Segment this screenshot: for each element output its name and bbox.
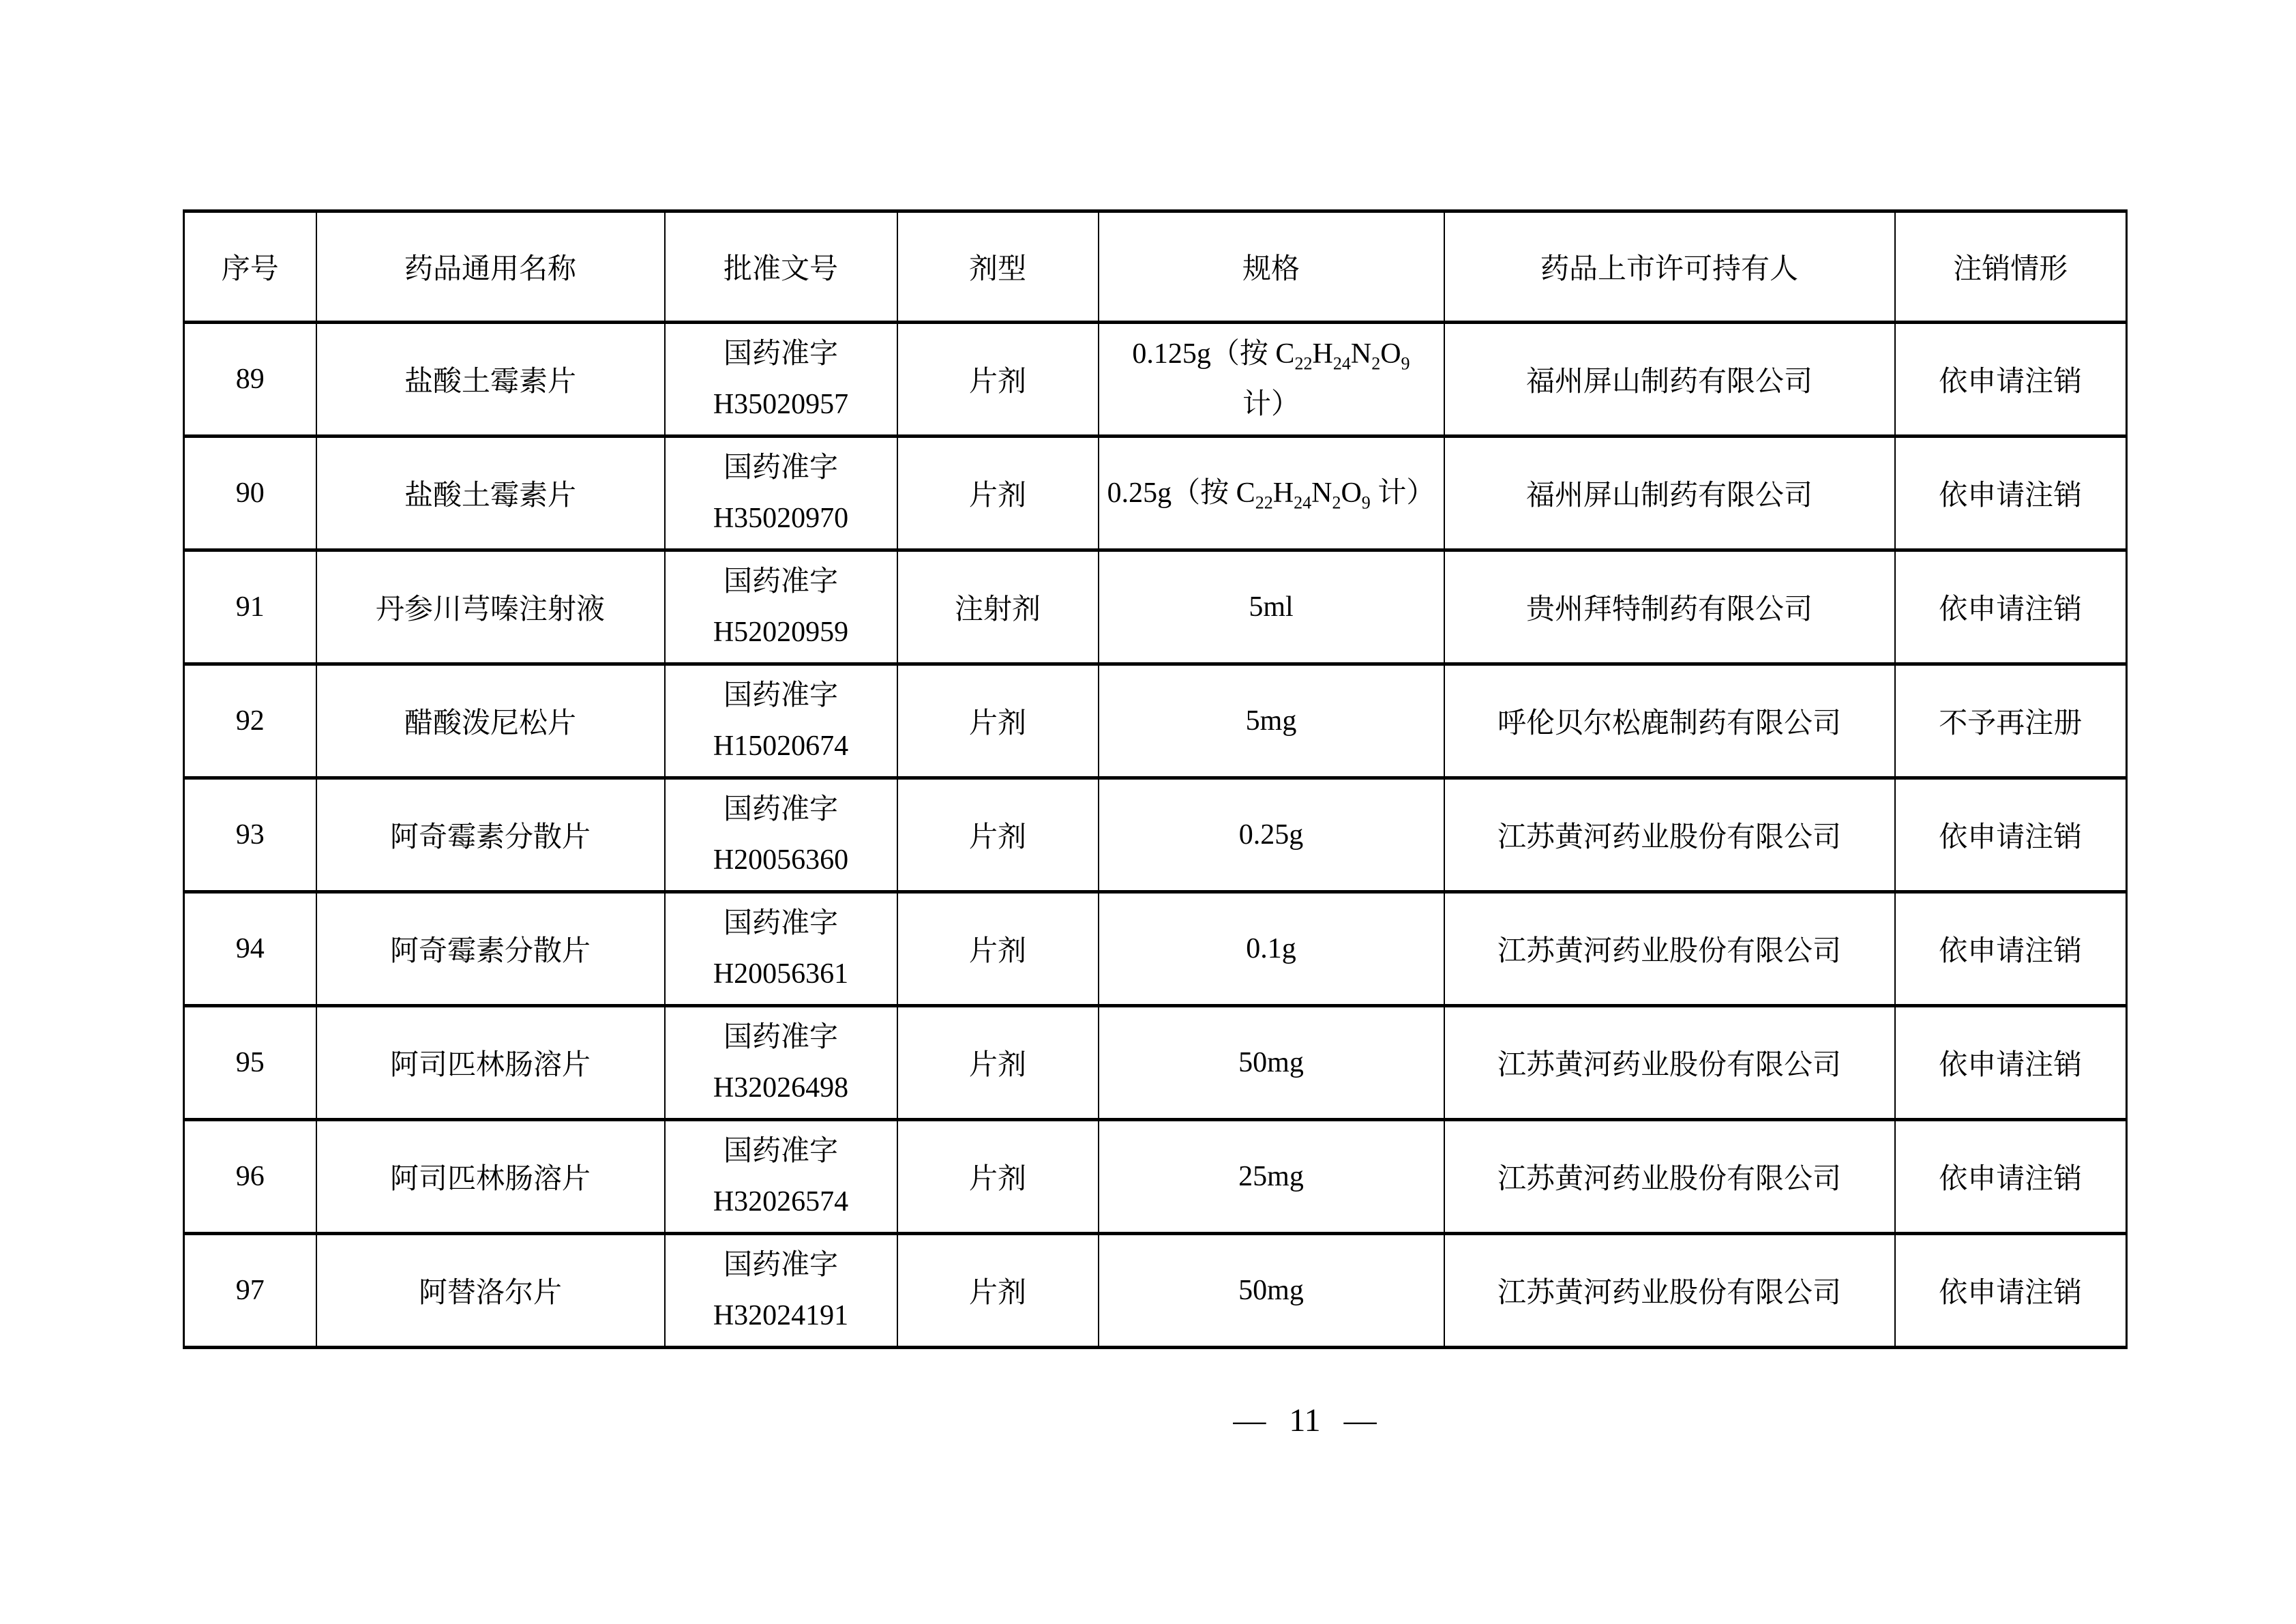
- cell-license-holder: 江苏黄河药业股份有限公司: [1444, 1120, 1895, 1234]
- approval-code: H15020674: [713, 730, 849, 762]
- cell-serial-number: 89: [184, 323, 316, 437]
- cell-serial-number: 92: [184, 664, 316, 778]
- table-row: [184, 1120, 2127, 1234]
- footer-dash-left: —: [1233, 1402, 1266, 1438]
- cell-specification: [1099, 437, 1444, 550]
- cell-serial-number: 90: [184, 437, 316, 550]
- cell-approval-number: [665, 664, 897, 778]
- cell-drug-name: 阿奇霉素分散片: [316, 892, 665, 1006]
- header-row: [184, 211, 2127, 323]
- cell-dosage-form: 片剂: [897, 1006, 1099, 1120]
- cell-drug-name: 阿司匹林肠溶片: [316, 1006, 665, 1120]
- table-row: [184, 1006, 2127, 1120]
- specification-line: 计）: [1242, 389, 1300, 420]
- approval-code: H32026574: [713, 1186, 849, 1217]
- cell-approval-number: [665, 778, 897, 892]
- cell-license-holder: 江苏黄河药业股份有限公司: [1444, 778, 1895, 892]
- cell-drug-name: 醋酸泼尼松片: [316, 664, 665, 778]
- cell-drug-name: 盐酸土霉素片: [316, 323, 665, 437]
- table-row: [184, 892, 2127, 1006]
- cell-approval-number: [665, 550, 897, 664]
- cell-specification: [1099, 778, 1444, 892]
- approval-prefix: 国药准字: [723, 1250, 838, 1281]
- column-header-serial: 序号: [184, 211, 316, 323]
- specification-line: 50mg: [1238, 1047, 1304, 1078]
- column-header-license-holder: 药品上市许可持有人: [1444, 211, 1895, 323]
- cell-cancellation-type: 不予再注册: [1895, 664, 2127, 778]
- specification-line: 0.1g: [1246, 933, 1296, 964]
- specification-line: 25mg: [1238, 1161, 1304, 1192]
- table-row: [184, 664, 2127, 778]
- cell-cancellation-type: 依申请注销: [1895, 437, 2127, 550]
- cell-cancellation-type: 依申请注销: [1895, 323, 2127, 437]
- specification-line: 5mg: [1245, 705, 1297, 737]
- approval-code: H35020970: [713, 503, 849, 534]
- cell-approval-number: [665, 323, 897, 437]
- cell-drug-name: 丹参川芎嗪注射液: [316, 550, 665, 664]
- approval-prefix: 国药准字: [723, 452, 838, 484]
- cell-license-holder: 江苏黄河药业股份有限公司: [1444, 892, 1895, 1006]
- cell-license-holder: 江苏黄河药业股份有限公司: [1444, 1006, 1895, 1120]
- cell-dosage-form: 片剂: [897, 892, 1099, 1006]
- cell-approval-number: [665, 1234, 897, 1348]
- cell-specification: [1099, 550, 1444, 664]
- approval-prefix: 国药准字: [723, 1022, 838, 1053]
- cell-cancellation-type: 依申请注销: [1895, 1234, 2127, 1348]
- column-header-cancellation-type: 注销情形: [1895, 211, 2127, 323]
- specification-line: 5ml: [1249, 591, 1294, 623]
- column-header-approval-number: 批准文号: [665, 211, 897, 323]
- table-row: [184, 550, 2127, 664]
- approval-prefix: 国药准字: [723, 338, 838, 370]
- drug-registration-table: [183, 209, 2128, 1349]
- specification-line: 0.125g（按 $C_{22}H_{24}N_2O_9$: [1132, 338, 1410, 374]
- cell-dosage-form: 片剂: [897, 437, 1099, 550]
- cell-dosage-form: 注射剂: [897, 550, 1099, 664]
- cell-serial-number: 95: [184, 1006, 316, 1120]
- approval-prefix: 国药准字: [723, 566, 838, 597]
- cell-serial-number: 96: [184, 1120, 316, 1234]
- approval-code: H32026498: [713, 1072, 849, 1104]
- approval-code: H52020959: [713, 617, 849, 648]
- table-row: [184, 437, 2127, 550]
- cell-license-holder: 贵州拜特制药有限公司: [1444, 550, 1895, 664]
- column-header-dosage-form: 剂型: [897, 211, 1099, 323]
- cell-license-holder: 呼伦贝尔松鹿制药有限公司: [1444, 664, 1895, 778]
- specification-line: 0.25g: [1238, 819, 1304, 851]
- specification-line: 50mg: [1238, 1275, 1304, 1306]
- cell-specification: [1099, 664, 1444, 778]
- column-header-specification: 规格: [1099, 211, 1444, 323]
- cell-approval-number: [665, 1006, 897, 1120]
- approval-prefix: 国药准字: [723, 1136, 838, 1167]
- cell-cancellation-type: 依申请注销: [1895, 892, 2127, 1006]
- cell-license-holder: 福州屏山制药有限公司: [1444, 437, 1895, 550]
- approval-prefix: 国药准字: [723, 794, 838, 825]
- cell-dosage-form: 片剂: [897, 323, 1099, 437]
- approval-code: H32024191: [713, 1300, 849, 1331]
- cell-serial-number: 97: [184, 1234, 316, 1348]
- column-header-drug-name: 药品通用名称: [316, 211, 665, 323]
- cell-drug-name: 阿司匹林肠溶片: [316, 1120, 665, 1234]
- cell-specification: [1099, 1234, 1444, 1348]
- cell-cancellation-type: 依申请注销: [1895, 778, 2127, 892]
- cell-approval-number: [665, 892, 897, 1006]
- approval-prefix: 国药准字: [723, 680, 838, 711]
- cell-approval-number: [665, 437, 897, 550]
- cell-dosage-form: 片剂: [897, 1234, 1099, 1348]
- table-row: [184, 778, 2127, 892]
- approval-code: H20056361: [713, 958, 849, 990]
- table-row: [184, 323, 2127, 437]
- cell-dosage-form: 片剂: [897, 778, 1099, 892]
- cell-cancellation-type: 依申请注销: [1895, 550, 2127, 664]
- page-footer: [157, 1402, 2296, 1439]
- cell-specification: [1099, 1006, 1444, 1120]
- cell-serial-number: 91: [184, 550, 316, 664]
- cell-dosage-form: 片剂: [897, 664, 1099, 778]
- footer-dash-right: —: [1343, 1402, 1377, 1438]
- cell-drug-name: 盐酸土霉素片: [316, 437, 665, 550]
- cell-drug-name: 阿奇霉素分散片: [316, 778, 665, 892]
- approval-prefix: 国药准字: [723, 908, 838, 939]
- page-number: 11: [1289, 1402, 1321, 1438]
- cell-approval-number: [665, 1120, 897, 1234]
- approval-code: H35020957: [713, 389, 849, 420]
- approval-code: H20056360: [713, 844, 849, 876]
- table-row: [184, 1234, 2127, 1348]
- cell-serial-number: 93: [184, 778, 316, 892]
- cell-specification: [1099, 892, 1444, 1006]
- cell-cancellation-type: 依申请注销: [1895, 1006, 2127, 1120]
- cell-cancellation-type: 依申请注销: [1895, 1120, 2127, 1234]
- cell-license-holder: 江苏黄河药业股份有限公司: [1444, 1234, 1895, 1348]
- cell-specification: [1099, 323, 1444, 437]
- cell-drug-name: 阿替洛尔片: [316, 1234, 665, 1348]
- specification-line: 0.25g（按 $C_{22}H_{24}N_2O_9$ 计）: [1107, 477, 1435, 513]
- cell-dosage-form: 片剂: [897, 1120, 1099, 1234]
- cell-serial-number: 94: [184, 892, 316, 1006]
- cell-license-holder: 福州屏山制药有限公司: [1444, 323, 1895, 437]
- cell-specification: [1099, 1120, 1444, 1234]
